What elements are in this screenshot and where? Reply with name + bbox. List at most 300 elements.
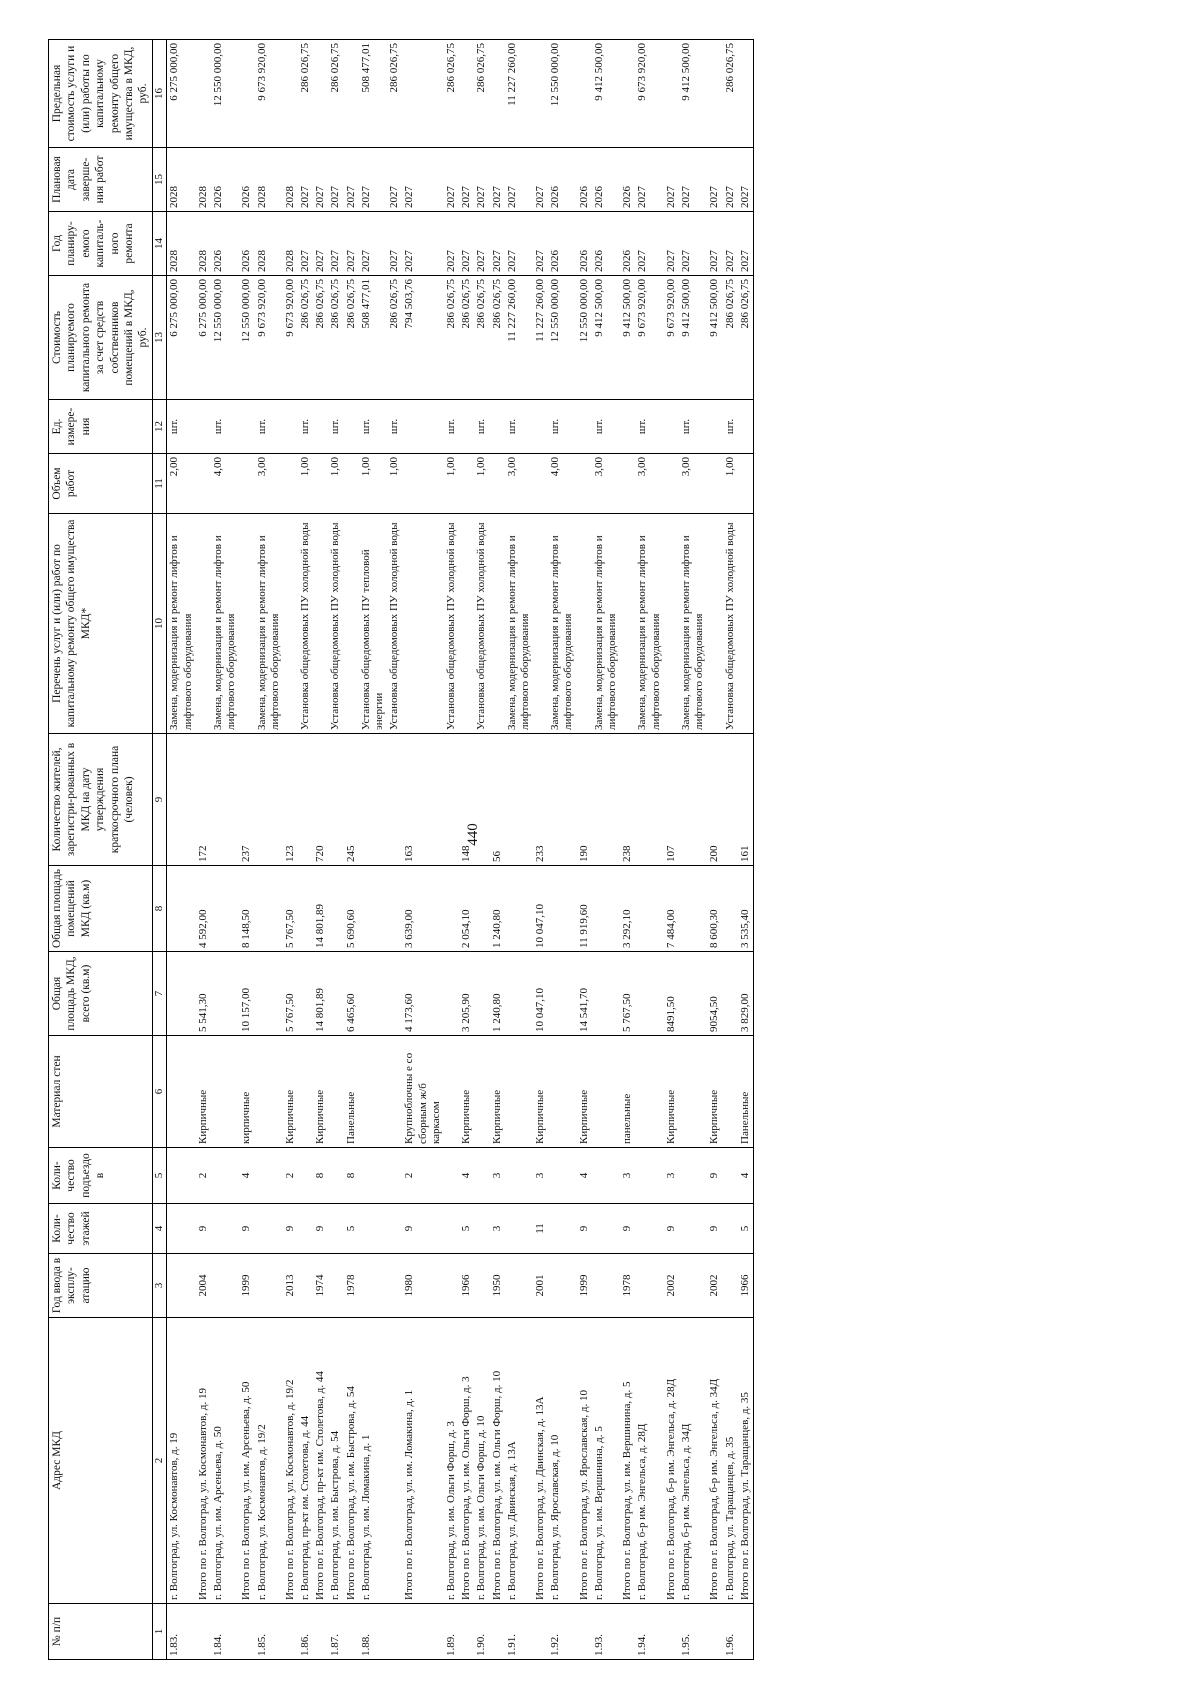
column-header: Общая площадь помещений МКД (кв.м) (49, 866, 153, 952)
floors-cell: 3 (490, 1204, 505, 1254)
planned-year-cell: 2027 (474, 212, 489, 276)
completion-date-cell: 2027 (490, 148, 505, 212)
work-volume-cell (738, 454, 754, 514)
cost-cell: 286 026,75 (738, 276, 754, 400)
commission-year-cell: 1950 (490, 1254, 505, 1318)
work-list-cell: Замена, модернизация и ремонт лифтов и лифтового оборудования (679, 514, 707, 734)
total-area-cell: 6 465,60 (344, 952, 359, 1036)
table-row (239, 40, 254, 1660)
column-header: Перечень услуг и (или) работ по капитальному ремонту общего имущества МКД* (49, 514, 153, 734)
address-cell: г. Волгоград, ул. им. Ольги Форш, д. 10 (474, 1318, 489, 1604)
planned-year-cell: 2028 (196, 212, 211, 276)
premises-area-cell: 3 535,40 (738, 866, 754, 952)
planned-year-cell: 2026 (239, 212, 254, 276)
max-cost-cell: 286 026,75 (328, 40, 343, 148)
cost-cell: 794 503,76 (402, 276, 444, 400)
address-cell: г. Волгоград, ул. им. Быстрова, д. 54 (328, 1318, 343, 1604)
address-cell: г. Волгоград, ул. им. Ольги Форш, д. 3 (444, 1318, 459, 1604)
cost-cell: 12 550 000,00 (548, 276, 576, 400)
work-volume-cell (664, 454, 679, 514)
premises-area-cell: 14 801,89 (313, 866, 328, 952)
work-list-cell: Замена, модернизация и ремонт лифтов и лифтового оборудования (255, 514, 283, 734)
column-number: 7 (152, 952, 167, 1036)
wall-material-cell (592, 1036, 620, 1148)
cost-cell: 286 026,75 (490, 276, 505, 400)
floors-cell (444, 1204, 459, 1254)
premises-area-cell (505, 866, 533, 952)
residents-cell: 200 (707, 734, 722, 866)
max-cost-cell (239, 40, 254, 148)
column-header: Год планиру-емого капиталь-ного ремонта (49, 212, 153, 276)
unit-cell: шт. (211, 400, 239, 454)
unit-cell (620, 400, 635, 454)
column-header: Предельная стоимость услуги и (или) работы по капитальному ремонту общего имущества в МКД, руб. (49, 40, 153, 148)
floors-cell (167, 1204, 196, 1254)
column-number: 5 (152, 1148, 167, 1204)
max-cost-cell: 9 673 920,00 (635, 40, 663, 148)
address-cell: Итого по г. Волгоград, пр-кт им. Столетова, д. 44 (313, 1318, 328, 1604)
work-list-cell (402, 514, 444, 734)
entrances-cell: 4 (239, 1148, 254, 1204)
address-cell: г. Волгоград, ул. Ярославская, д. 10 (548, 1318, 576, 1604)
total-area-cell (679, 952, 707, 1036)
table-row (444, 40, 459, 1660)
premises-area-cell: 3 292,10 (620, 866, 635, 952)
max-cost-cell (664, 40, 679, 148)
completion-date-cell: 2027 (444, 148, 459, 212)
table-row (707, 40, 722, 1660)
entrances-cell: 2 (402, 1148, 444, 1204)
work-list-cell: Замена, модернизация и ремонт лифтов и лифтового оборудования (592, 514, 620, 734)
column-number: 1 (152, 1604, 167, 1660)
planned-year-cell: 2027 (359, 212, 387, 276)
premises-area-cell (679, 866, 707, 952)
column-header: Адрес МКД (49, 1318, 153, 1604)
completion-date-cell: 2027 (459, 148, 474, 212)
residents-cell (723, 734, 738, 866)
total-area-cell (328, 952, 343, 1036)
floors-cell (679, 1204, 707, 1254)
total-area-cell: 10 157,00 (239, 952, 254, 1036)
work-volume-cell: 1,00 (474, 454, 489, 514)
residents-cell: 190 (577, 734, 592, 866)
row-number: 1.88. (359, 1604, 387, 1660)
row-number: 1.94. (635, 1604, 663, 1660)
work-list-cell: Замена, модернизация и ремонт лифтов и лифтового оборудования (635, 514, 663, 734)
max-cost-cell: 286 026,75 (474, 40, 489, 148)
premises-area-cell (592, 866, 620, 952)
entrances-cell: 4 (738, 1148, 754, 1204)
completion-date-cell: 2027 (344, 148, 359, 212)
planned-year-cell: 2027 (298, 212, 313, 276)
unit-cell: шт. (359, 400, 387, 454)
work-volume-cell: 3,00 (255, 454, 283, 514)
planned-year-cell: 2028 (167, 212, 196, 276)
residents-cell: 148 (459, 734, 474, 866)
unit-cell: шт. (255, 400, 283, 454)
total-area-cell (167, 952, 196, 1036)
max-cost-cell: 9 412 500,00 (592, 40, 620, 148)
total-area-cell: 4 173,60 (402, 952, 444, 1036)
table-row (620, 40, 635, 1660)
premises-area-cell: 8 148,50 (239, 866, 254, 952)
work-volume-cell: 3,00 (679, 454, 707, 514)
premises-area-cell (298, 866, 313, 952)
unit-cell (490, 400, 505, 454)
address-cell: г. Волгоград, б-р им. Энгельса, д. 34Д (679, 1318, 707, 1604)
max-cost-cell (196, 40, 211, 148)
work-list-cell (738, 514, 754, 734)
work-volume-cell: 4,00 (548, 454, 576, 514)
work-list-cell: Установка общедомовых ПУ тепловой энергии (359, 514, 387, 734)
residents-cell: 172 (196, 734, 211, 866)
floors-cell (548, 1204, 576, 1254)
work-volume-cell: 1,00 (444, 454, 459, 514)
floors-cell: 9 (283, 1204, 298, 1254)
commission-year-cell: 2002 (707, 1254, 722, 1318)
column-number: 11 (152, 454, 167, 514)
unit-cell (533, 400, 548, 454)
table-row (211, 40, 239, 1660)
work-list-cell: Установка общедомовых ПУ холодной воды (298, 514, 313, 734)
planned-year-cell: 2027 (444, 212, 459, 276)
work-list-cell (459, 514, 474, 734)
residents-cell (167, 734, 196, 866)
row-number (577, 1604, 592, 1660)
total-area-cell (211, 952, 239, 1036)
address-cell: г. Волгоград, ул. Космонавтов, д. 19 (167, 1318, 196, 1604)
premises-area-cell: 1 240,80 (490, 866, 505, 952)
commission-year-cell (359, 1254, 387, 1318)
unit-cell: шт. (328, 400, 343, 454)
address-cell: Итого по г. Волгоград, ул. Космонавтов, д. 19 (196, 1318, 211, 1604)
table-row (196, 40, 211, 1660)
table-row (344, 40, 359, 1660)
work-list-cell (490, 514, 505, 734)
address-cell: Итого по г. Волгоград, б-р им. Энгельса, д. 34Д (707, 1318, 722, 1604)
page-number: 440 (464, 823, 481, 846)
unit-cell (313, 400, 328, 454)
floors-cell: 9 (239, 1204, 254, 1254)
work-list-cell: Замена, модернизация и ремонт лифтов и лифтового оборудования (548, 514, 576, 734)
unit-cell (239, 400, 254, 454)
premises-area-cell: 4 592,00 (196, 866, 211, 952)
wall-material-cell: Крупноблочны е со сборным ж/б каркасом (402, 1036, 444, 1148)
floors-cell (387, 1204, 402, 1254)
table-row (167, 40, 196, 1660)
address-cell: г. Волгоград, ул. Космонавтов, д. 19/2 (255, 1318, 283, 1604)
column-number: 14 (152, 212, 167, 276)
total-area-cell (474, 952, 489, 1036)
row-number (533, 1604, 548, 1660)
address-cell: Итого по г. Волгоград, ул. им. Арсеньева, д. 50 (239, 1318, 254, 1604)
total-area-cell: 5 767,50 (283, 952, 298, 1036)
planned-year-cell: 2027 (344, 212, 359, 276)
premises-area-cell: 8 600,30 (707, 866, 722, 952)
commission-year-cell (328, 1254, 343, 1318)
wall-material-cell (211, 1036, 239, 1148)
wall-material-cell (548, 1036, 576, 1148)
table-row (402, 40, 444, 1660)
column-number: 13 (152, 276, 167, 400)
work-list-cell (283, 514, 298, 734)
wall-material-cell (359, 1036, 387, 1148)
floors-cell: 5 (459, 1204, 474, 1254)
floors-cell (723, 1204, 738, 1254)
commission-year-cell (474, 1254, 489, 1318)
residents-cell (474, 734, 489, 866)
table-row (474, 40, 489, 1660)
premises-area-cell (328, 866, 343, 952)
column-number: 3 (152, 1254, 167, 1318)
work-volume-cell: 1,00 (298, 454, 313, 514)
entrances-cell: 2 (196, 1148, 211, 1204)
commission-year-cell (167, 1254, 196, 1318)
planned-year-cell: 2027 (459, 212, 474, 276)
floors-cell: 9 (402, 1204, 444, 1254)
cost-cell: 12 550 000,00 (239, 276, 254, 400)
total-area-cell (298, 952, 313, 1036)
table-row (723, 40, 738, 1660)
wall-material-cell (723, 1036, 738, 1148)
row-number (738, 1604, 754, 1660)
completion-date-cell: 2027 (723, 148, 738, 212)
floors-cell (359, 1204, 387, 1254)
table-row (387, 40, 402, 1660)
residents-cell: 233 (533, 734, 548, 866)
cost-cell: 9 673 920,00 (283, 276, 298, 400)
work-list-cell: Установка общедомовых ПУ холодной воды (328, 514, 343, 734)
address-cell: г. Волгоград, б-р им. Энгельса, д. 28Д (635, 1318, 663, 1604)
work-volume-cell (490, 454, 505, 514)
planned-year-cell: 2027 (723, 212, 738, 276)
column-number: 12 (152, 400, 167, 454)
wall-material-cell: Кирпичные (577, 1036, 592, 1148)
completion-date-cell: 2027 (664, 148, 679, 212)
wall-material-cell: Кирпичные (533, 1036, 548, 1148)
max-cost-cell: 508 477,01 (359, 40, 387, 148)
row-number (313, 1604, 328, 1660)
unit-cell (738, 400, 754, 454)
premises-area-cell: 5 690,60 (344, 866, 359, 952)
max-cost-cell: 9 412 500,00 (679, 40, 707, 148)
cost-cell: 9 412 500,00 (707, 276, 722, 400)
completion-date-cell: 2026 (592, 148, 620, 212)
cost-cell: 9 412 500,00 (679, 276, 707, 400)
work-list-cell (313, 514, 328, 734)
residents-cell: 720 (313, 734, 328, 866)
table-row (679, 40, 707, 1660)
table-body (167, 40, 754, 1660)
address-cell: г. Волгоград, ул. им. Ломакина, д. 1 (359, 1318, 387, 1604)
commission-year-cell (505, 1254, 533, 1318)
table-row (505, 40, 533, 1660)
commission-year-cell: 1966 (459, 1254, 474, 1318)
premises-area-cell (444, 866, 459, 952)
max-cost-cell (313, 40, 328, 148)
unit-cell: шт. (592, 400, 620, 454)
work-list-cell: Замена, модернизация и ремонт лифтов и лифтового оборудования (211, 514, 239, 734)
row-number (490, 1604, 505, 1660)
commission-year-cell: 1999 (239, 1254, 254, 1318)
wall-material-cell: кирпичные (239, 1036, 254, 1148)
row-number: 1.92. (548, 1604, 576, 1660)
total-area-cell (548, 952, 576, 1036)
column-number-row (152, 40, 167, 1660)
table-row (255, 40, 283, 1660)
completion-date-cell: 2026 (577, 148, 592, 212)
planned-year-cell: 2028 (283, 212, 298, 276)
table-row (592, 40, 620, 1660)
commission-year-cell (548, 1254, 576, 1318)
residents-cell (505, 734, 533, 866)
premises-area-cell (255, 866, 283, 952)
planned-year-cell: 2026 (548, 212, 576, 276)
entrances-cell (298, 1148, 313, 1204)
address-cell: г. Волгоград, ул. Таращанцев, д. 35 (723, 1318, 738, 1604)
cost-cell: 9 412 500,00 (620, 276, 635, 400)
work-list-cell (707, 514, 722, 734)
completion-date-cell: 2027 (635, 148, 663, 212)
entrances-cell (387, 1148, 402, 1204)
commission-year-cell (387, 1254, 402, 1318)
work-list-cell (533, 514, 548, 734)
commission-year-cell (444, 1254, 459, 1318)
address-cell: г. Волгоград, ул. Двинская, д. 13А (505, 1318, 533, 1604)
row-number (664, 1604, 679, 1660)
table-row (548, 40, 576, 1660)
total-area-cell: 5 767,50 (620, 952, 635, 1036)
work-list-cell: Замена, модернизация и ремонт лифтов и лифтового оборудования (167, 514, 196, 734)
total-area-cell (635, 952, 663, 1036)
residents-cell (255, 734, 283, 866)
planned-year-cell: 2027 (402, 212, 444, 276)
row-number: 1.93. (592, 1604, 620, 1660)
entrances-cell (474, 1148, 489, 1204)
floors-cell (255, 1204, 283, 1254)
completion-date-cell: 2027 (474, 148, 489, 212)
floors-cell: 5 (738, 1204, 754, 1254)
commission-year-cell (592, 1254, 620, 1318)
work-list-cell (664, 514, 679, 734)
floors-cell (474, 1204, 489, 1254)
residents-cell (444, 734, 459, 866)
premises-area-cell (167, 866, 196, 952)
row-number: 1.87. (328, 1604, 343, 1660)
total-area-cell (723, 952, 738, 1036)
completion-date-cell: 2028 (196, 148, 211, 212)
cost-cell: 11 227 260,00 (505, 276, 533, 400)
row-number: 1.85. (255, 1604, 283, 1660)
completion-date-cell: 2027 (298, 148, 313, 212)
unit-cell: шт. (444, 400, 459, 454)
total-area-cell: 3 205,90 (459, 952, 474, 1036)
row-number (402, 1604, 444, 1660)
commission-year-cell (255, 1254, 283, 1318)
table-row (738, 40, 754, 1660)
work-volume-cell: 1,00 (387, 454, 402, 514)
cost-cell: 286 026,75 (387, 276, 402, 400)
total-area-cell (592, 952, 620, 1036)
residents-cell: 245 (344, 734, 359, 866)
column-header: Стоимость планируемого капитального ремонта за счет средств собственников помещений в МКД, руб. (49, 276, 153, 400)
planned-year-cell: 2027 (328, 212, 343, 276)
table-row (459, 40, 474, 1660)
work-volume-cell: 1,00 (359, 454, 387, 514)
planned-year-cell: 2027 (490, 212, 505, 276)
floors-cell: 9 (664, 1204, 679, 1254)
address-cell: Итого по г. Волгоград, ул. им. Ольги Форш, д. 10 (490, 1318, 505, 1604)
planned-year-cell: 2027 (313, 212, 328, 276)
completion-date-cell: 2028 (283, 148, 298, 212)
unit-cell (344, 400, 359, 454)
column-number: 4 (152, 1204, 167, 1254)
total-area-cell: 1 240,80 (490, 952, 505, 1036)
floors-cell: 9 (313, 1204, 328, 1254)
planned-year-cell: 2027 (505, 212, 533, 276)
wall-material-cell (444, 1036, 459, 1148)
wall-material-cell (328, 1036, 343, 1148)
work-volume-cell: 2,00 (167, 454, 196, 514)
completion-date-cell: 2027 (402, 148, 444, 212)
work-volume-cell (313, 454, 328, 514)
table-row (359, 40, 387, 1660)
unit-cell: шт. (298, 400, 313, 454)
premises-area-cell: 5 767,50 (283, 866, 298, 952)
wall-material-cell: Кирпичные (283, 1036, 298, 1148)
completion-date-cell: 2027 (533, 148, 548, 212)
header-row (49, 40, 153, 1660)
work-list-cell: Установка общедомовых ПУ холодной воды (444, 514, 459, 734)
column-header: Материал стен (49, 1036, 153, 1148)
cost-cell: 286 026,75 (444, 276, 459, 400)
residents-cell: 107 (664, 734, 679, 866)
commission-year-cell (211, 1254, 239, 1318)
completion-date-cell: 2027 (387, 148, 402, 212)
planned-year-cell: 2026 (592, 212, 620, 276)
work-volume-cell (533, 454, 548, 514)
row-number (344, 1604, 359, 1660)
wall-material-cell (635, 1036, 663, 1148)
column-header: Коли-чество подъездо в (49, 1148, 153, 1204)
entrances-cell (548, 1148, 576, 1204)
completion-date-cell: 2027 (679, 148, 707, 212)
row-number: 1.83. (167, 1604, 196, 1660)
entrances-cell: 4 (577, 1148, 592, 1204)
premises-area-cell: 11 919,60 (577, 866, 592, 952)
commission-year-cell: 2013 (283, 1254, 298, 1318)
completion-date-cell: 2027 (707, 148, 722, 212)
column-number: 9 (152, 734, 167, 866)
unit-cell (577, 400, 592, 454)
column-header: № п/п (49, 1604, 153, 1660)
residents-cell (211, 734, 239, 866)
floors-cell: 9 (196, 1204, 211, 1254)
work-list-cell: Установка общедомовых ПУ холодной воды (723, 514, 738, 734)
table-row (577, 40, 592, 1660)
address-cell: Итого по г. Волгоград, ул. Космонавтов, д. 19/2 (283, 1318, 298, 1604)
planned-year-cell: 2027 (635, 212, 663, 276)
premises-area-cell (474, 866, 489, 952)
column-number: 15 (152, 148, 167, 212)
entrances-cell: 8 (344, 1148, 359, 1204)
floors-cell (592, 1204, 620, 1254)
work-list-cell (344, 514, 359, 734)
cost-cell: 286 026,75 (328, 276, 343, 400)
planned-year-cell: 2027 (679, 212, 707, 276)
entrances-cell: 8 (313, 1148, 328, 1204)
max-cost-cell (283, 40, 298, 148)
